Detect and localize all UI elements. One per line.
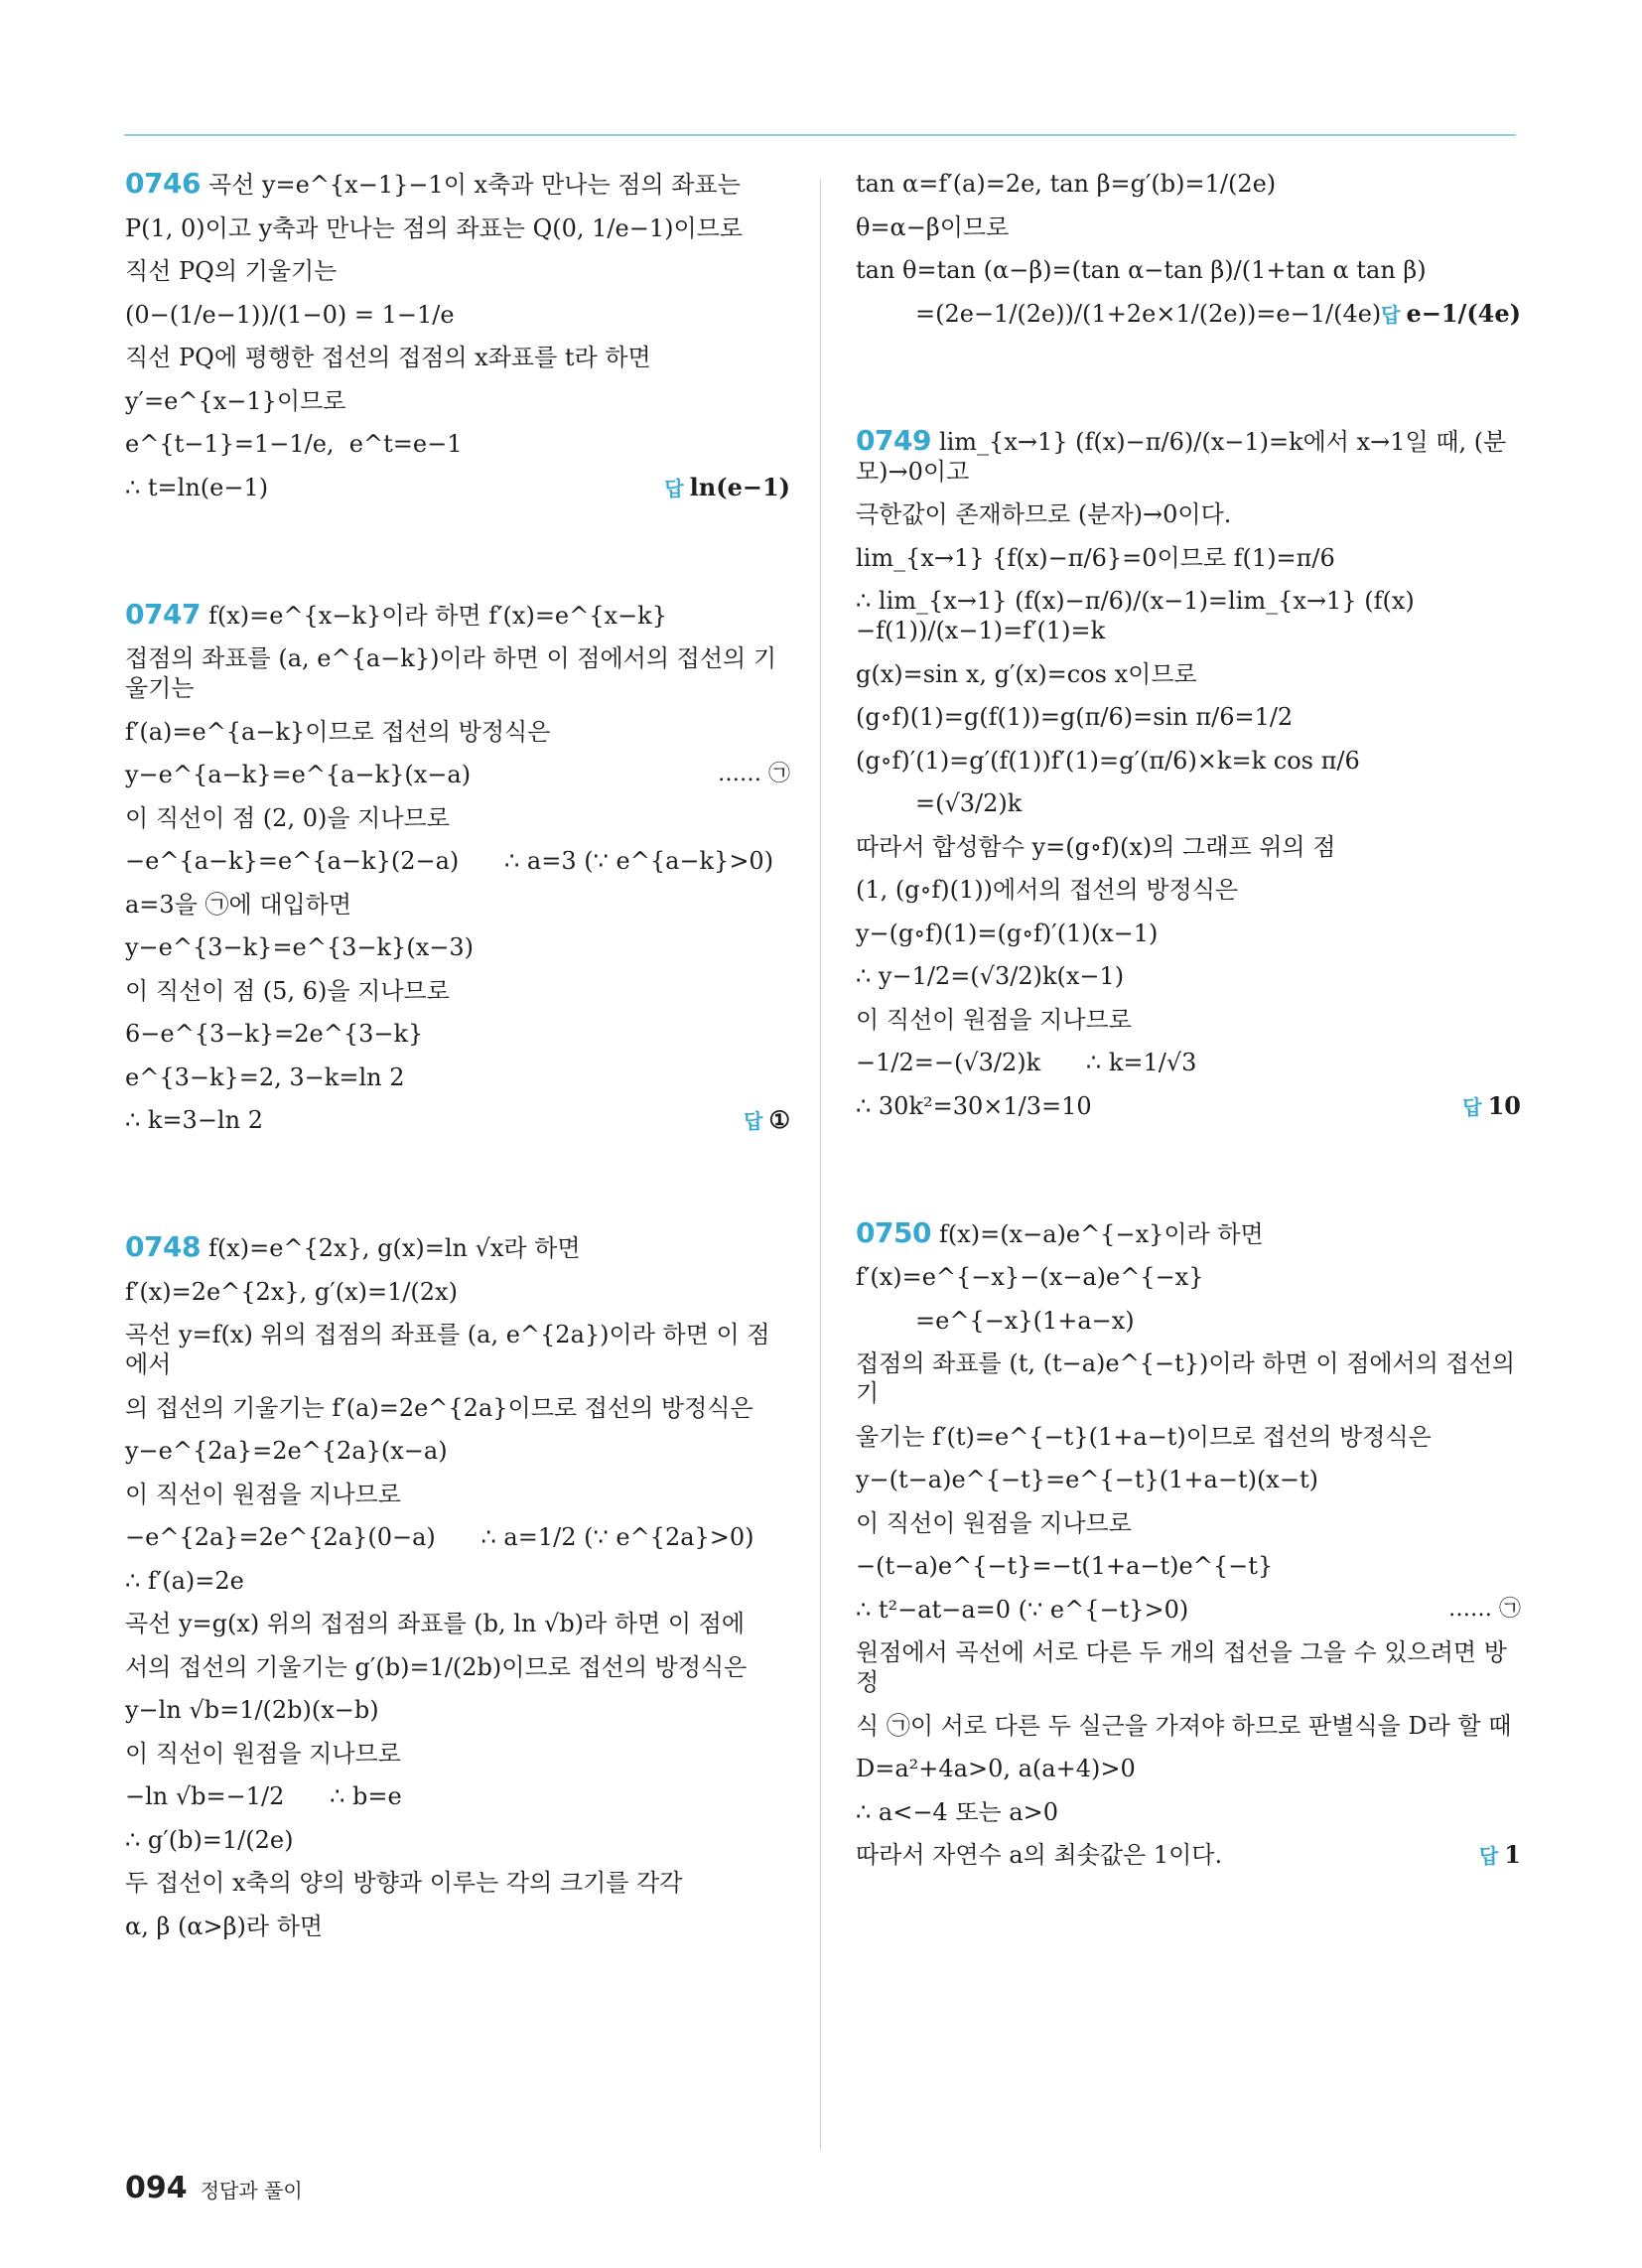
problem-line: 곡선 y=g(x) 위의 접점의 좌표를 (b, ln √b)라 하면 이 점에 — [125, 1610, 746, 1637]
problem-line: α, β (α>β)라 하면 — [125, 1912, 324, 1940]
problem-number: 0749 — [856, 423, 931, 457]
line-text: y−e^{a−k}=e^{a−k}(x−a) — [125, 761, 472, 788]
problem-line: tan θ=tan (α−β)=(tan α−tan β)/(1+tan α tan β) — [856, 256, 1427, 284]
problem-line: 곡선 y=f(x) 위의 접점의 좌표를 (a, e^{2a})이라 하면 이 점에서 — [125, 1321, 770, 1378]
answer-value: e−1/(4e) — [1406, 298, 1521, 328]
problem-line: ∴ g′(b)=1/(2e) — [125, 1825, 294, 1854]
problem-line: 6−e^{3−k}=2e^{3−k} — [125, 1020, 424, 1048]
answer — [1479, 1840, 1521, 1871]
problem-line: e^{3−k}=2, 3−k=ln 2 — [125, 1063, 405, 1091]
problem-line: tan α=f′(a)=2e, tan β=g′(b)=1/(2e) — [856, 170, 1277, 198]
problem-line: θ=α−β이므로 — [856, 213, 1010, 241]
answer-label: 답 — [1462, 1094, 1482, 1119]
line-text: 곡선 y=e^{x−1}−1이 x축과 만나는 점의 좌표는 — [207, 171, 741, 199]
problem-line: ∴ y−1/2=(√3/2)k(x−1) — [856, 962, 1125, 990]
problem-line — [125, 169, 790, 200]
problem-line — [856, 299, 1521, 329]
problem-line — [856, 1840, 1521, 1870]
right-column — [856, 169, 1521, 1884]
problem-line — [856, 1091, 1521, 1121]
problem-line: e^{t−1}=1−1/e, e^t=e−1 — [125, 430, 463, 458]
problem-line: y−e^{3−k}=e^{3−k}(x−3) — [125, 933, 474, 961]
answer-label: 답 — [1478, 1844, 1499, 1868]
problem-line: −e^{a−k}=e^{a−k}(2−a) ∴ a=3 (∵ e^{a−k}>0) — [125, 847, 774, 875]
problem-line: 따라서 합성함수 y=(g∘f)(x)의 그래프 위의 점 — [856, 832, 1336, 861]
problem-line: y−(t−a)e^{−t}=e^{−t}(1+a−t)(x−t) — [856, 1466, 1318, 1493]
problem-line: 이 직선이 원점을 지나므로 — [125, 1480, 401, 1508]
answer-value: 1 — [1504, 1840, 1521, 1869]
answer-value: 10 — [1487, 1090, 1521, 1120]
answer-value: ① — [768, 1105, 790, 1134]
problem-line: =(√3/2)k — [915, 789, 1023, 817]
problem-line: 원점에서 곡선에 서로 다른 두 개의 접선을 그을 수 있으려면 방정 — [856, 1638, 1507, 1696]
problem-line: 이 직선이 원점을 지나므로 — [856, 1005, 1132, 1034]
problem-line: 이 직선이 원점을 지나므로 — [125, 1739, 401, 1768]
problem-line: ∴ a<−4 또는 a>0 — [856, 1797, 1059, 1826]
problem-number: 0746 — [125, 167, 201, 200]
problem-line: (0−(1/e−1))/(1−0) = 1−1/e — [125, 300, 455, 329]
problem-line: ∴ f′(a)=2e — [125, 1566, 244, 1595]
problem-0749 — [856, 423, 1521, 1121]
line-text: f(x)=e^{2x}, g(x)=ln √x라 하면 — [207, 1234, 581, 1262]
problem-line: f′(a)=e^{a−k}이므로 접선의 방정식은 — [125, 717, 551, 746]
problem-line — [125, 473, 790, 502]
answer-label: 답 — [664, 476, 684, 500]
equation-marker: …… ㉠ — [718, 762, 790, 786]
answer — [1381, 299, 1521, 330]
answer — [664, 473, 790, 503]
problem-line: −e^{2a}=2e^{2a}(0−a) ∴ a=1/2 (∵ e^{2a}>0) — [125, 1523, 754, 1551]
problem-line: 이 직선이 점 (5, 6)을 지나므로 — [125, 976, 450, 1005]
problem-line: f′(x)=e^{−x}−(x−a)e^{−x} — [856, 1263, 1204, 1291]
problem-line: y′=e^{x−1}이므로 — [125, 386, 346, 415]
problem-line — [856, 1595, 1521, 1625]
problem-line: 극한값이 존재하므로 (분자)→0이다. — [856, 500, 1232, 528]
line-text: ∴ t²−at−a=0 (∵ e^{−t}>0) — [856, 1595, 1189, 1624]
problem-line: y−e^{2a}=2e^{2a}(x−a) — [125, 1437, 448, 1465]
page-number: 094 — [125, 2171, 188, 2205]
problem-line: =e^{−x}(1+a−x) — [915, 1306, 1135, 1335]
problem-line: y−(g∘f)(1)=(g∘f)′(1)(x−1) — [856, 919, 1159, 947]
problem-line: P(1, 0)이고 y축과 만나는 점의 좌표는 Q(0, 1/e−1)이므로 — [125, 213, 744, 242]
problem-line: 식 ㉠이 서로 다른 두 실근을 가져야 하므로 판별식을 D라 할 때 — [856, 1711, 1512, 1740]
line-text: f(x)=(x−a)e^{−x}이라 하면 — [938, 1219, 1264, 1248]
problem-line: 직선 PQ에 평행한 접선의 접점의 x좌표를 t라 하면 — [125, 344, 651, 371]
answer-label: 답 — [1381, 302, 1401, 327]
problem-number: 0748 — [125, 1230, 201, 1263]
page-footer — [125, 2171, 303, 2205]
problem-line: f′(x)=2e^{2x}, g′(x)=1/(2x) — [125, 1277, 458, 1306]
line-text: ∴ 30k²=30×1/3=10 — [856, 1091, 1092, 1120]
problem-line: 서의 접선의 기울기는 g′(b)=1/(2b)이므로 접선의 방정식은 — [125, 1652, 748, 1681]
problem-line: −(t−a)e^{−t}=−t(1+a−t)e^{−t} — [856, 1552, 1274, 1580]
problem-number: 0750 — [856, 1215, 931, 1249]
problem-line — [125, 760, 790, 789]
line-text: lim_{x→1} (f(x)−π/6)/(x−1)=k에서 x→1일 때, (분모)→0이고 — [856, 427, 1507, 486]
problem-line: 이 직선이 점 (2, 0)을 지나므로 — [125, 803, 450, 832]
problem-line: ∴ lim_{x→1} (f(x)−π/6)/(x−1)=lim_{x→1} (f(x)−f(1))/(x−1)=f′(1)=k — [856, 587, 1415, 644]
equation-marker: …… ㉠ — [1448, 1596, 1521, 1622]
problem-line: 두 접선이 x축의 양의 방향과 이루는 각의 크기를 각각 — [125, 1869, 683, 1897]
problem-line: 울기는 f′(t)=e^{−t}(1+a−t)이므로 접선의 방정식은 — [856, 1422, 1432, 1451]
problem-line: 의 접선의 기울기는 f′(a)=2e^{2a}이므로 접선의 방정식은 — [125, 1393, 753, 1422]
problem-line: (g∘f)′(1)=g′(f(1))f′(1)=g′(π/6)×k=k cos π/6 — [856, 746, 1360, 775]
line-text: =(2e−1/(2e))/(1+2e×1/(2e))=e−1/(4e) — [915, 299, 1382, 328]
line-text: ∴ k=3−ln 2 — [125, 1106, 263, 1134]
answer-label: 답 — [744, 1109, 763, 1133]
answer — [744, 1105, 790, 1136]
problem-number: 0747 — [125, 597, 201, 631]
line-text: f(x)=e^{x−k}이라 하면 f′(x)=e^{x−k} — [207, 601, 667, 630]
line-text: ∴ t=ln(e−1) — [125, 473, 269, 501]
problem-0748-continued — [856, 169, 1521, 329]
problem-line: 직선 PQ의 기울기는 — [125, 257, 338, 285]
problem-line: a=3을 ㉠에 대입하면 — [125, 890, 352, 919]
problem-line: lim_{x→1} {f(x)−π/6}=0이므로 f(1)=π/6 — [856, 543, 1335, 572]
problem-0746 — [125, 169, 790, 502]
problem-line — [856, 1215, 1521, 1249]
problem-line: D=a²+4a>0, a(a+4)>0 — [856, 1755, 1136, 1782]
problem-line: −1/2=−(√3/2)k ∴ k=1/√3 — [856, 1049, 1197, 1076]
problem-line: (1, (g∘f)(1))에서의 접선의 방정식은 — [856, 876, 1239, 904]
problem-0750 — [856, 1215, 1523, 1871]
problem-line: y−ln √b=1/(2b)(x−b) — [125, 1696, 379, 1724]
problem-line — [125, 1232, 790, 1263]
problem-0748 — [125, 1232, 790, 1941]
problem-line: 접점의 좌표를 (a, e^{a−k})이라 하면 이 점에서의 접선의 기울기는 — [125, 644, 777, 702]
header-rule — [124, 134, 1516, 136]
problem-line — [125, 1105, 790, 1135]
answer-value: ln(e−1) — [689, 472, 790, 501]
line-text: 따라서 자연수 a의 최솟값은 1이다. — [856, 1841, 1223, 1869]
problem-line: (g∘f)(1)=g(f(1))=g(π/6)=sin π/6=1/2 — [856, 703, 1294, 731]
answer — [1462, 1091, 1521, 1122]
problem-line: −ln √b=−1/2 ∴ b=e — [125, 1782, 402, 1810]
column-divider — [820, 179, 821, 2150]
problem-line: 이 직선이 원점을 지나므로 — [856, 1508, 1132, 1537]
problem-line: 접점의 좌표를 (t, (t−a)e^{−t})이라 하면 이 점에서의 접선의 기 — [856, 1349, 1523, 1407]
footer-text: 정답과 풀이 — [200, 2179, 303, 2202]
problem-0747 — [125, 597, 790, 1136]
problem-line — [856, 423, 1521, 487]
problem-line — [125, 597, 790, 631]
problem-line: g(x)=sin x, g′(x)=cos x이므로 — [856, 659, 1197, 688]
left-column — [125, 169, 790, 1954]
